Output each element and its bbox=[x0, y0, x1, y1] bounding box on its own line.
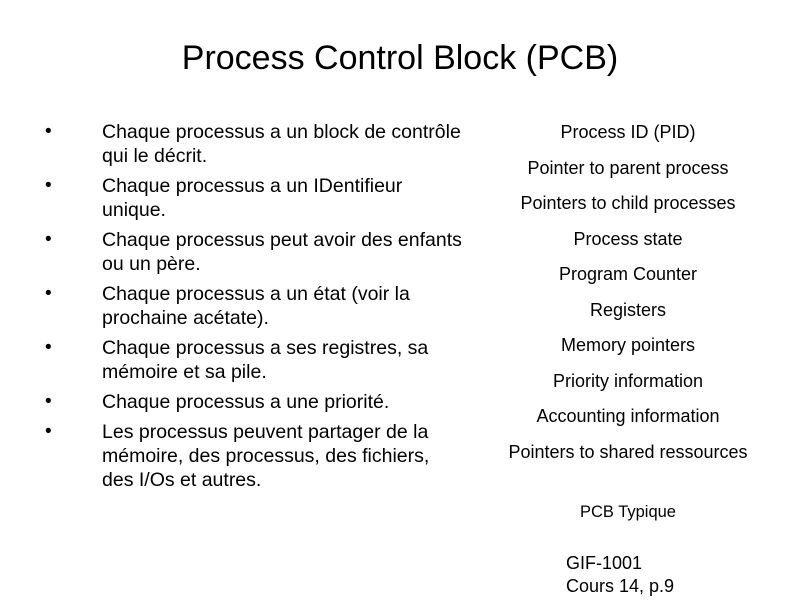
bullet-icon: • bbox=[45, 421, 52, 442]
pcb-field: Accounting information bbox=[536, 406, 720, 426]
bullet-text: Chaque processus peut avoir des enfants ou un père. bbox=[102, 229, 462, 275]
pcb-field: Process state bbox=[573, 228, 683, 249]
bullet-icon: • bbox=[45, 121, 52, 142]
bullet-text: Chaque processus a un IDentifieur unique. bbox=[102, 175, 403, 221]
pcb-field: Pointers to child processes bbox=[520, 193, 736, 213]
bullet-icon: • bbox=[45, 175, 52, 196]
pcb-field: Pointers to shared ressources bbox=[508, 441, 748, 462]
bullet-item bbox=[44, 420, 464, 492]
pcb-field-list bbox=[498, 121, 758, 499]
bullet-icon: • bbox=[45, 391, 52, 412]
pcb-caption: PCB Typique bbox=[579, 503, 676, 521]
bullet-text: Chaque processus a une priorité. bbox=[102, 391, 390, 413]
bullet-icon: • bbox=[45, 283, 52, 304]
bullet-item bbox=[44, 174, 464, 222]
pcb-field: Pointer to parent process bbox=[527, 157, 729, 178]
slide-footer bbox=[566, 552, 674, 598]
slide-title: Process Control Block (PCB) bbox=[181, 39, 619, 77]
bullet-item bbox=[44, 282, 464, 330]
bullet-item bbox=[44, 336, 464, 384]
bullet-item bbox=[44, 390, 464, 414]
bullet-list bbox=[44, 120, 464, 498]
bullet-text: Chaque processus a ses registres, sa mémoire et sa pile. bbox=[102, 337, 429, 383]
bullet-text: Les processus peuvent partager de la mémoire, des processus, des fichiers, des I/Os et autres. bbox=[102, 421, 430, 491]
bullet-text: Chaque processus a un état (voir la prochaine acétate). bbox=[102, 283, 410, 329]
pcb-field: Memory pointers bbox=[560, 335, 696, 355]
bullet-icon: • bbox=[45, 337, 52, 358]
bullet-icon: • bbox=[45, 229, 52, 250]
pcb-field: Program Counter bbox=[558, 264, 698, 284]
pcb-field: Priority information bbox=[552, 370, 704, 391]
footer-page-number: Cours 14, p.9 bbox=[566, 576, 675, 596]
bullet-item bbox=[44, 228, 464, 276]
pcb-field: Process ID (PID) bbox=[560, 122, 696, 142]
bullet-item bbox=[44, 120, 464, 168]
footer-course: GIF-1001 bbox=[566, 553, 643, 573]
bullet-text: Chaque processus a un block de contrôle qui le décrit. bbox=[102, 121, 461, 167]
pcb-field: Registers bbox=[589, 299, 667, 320]
